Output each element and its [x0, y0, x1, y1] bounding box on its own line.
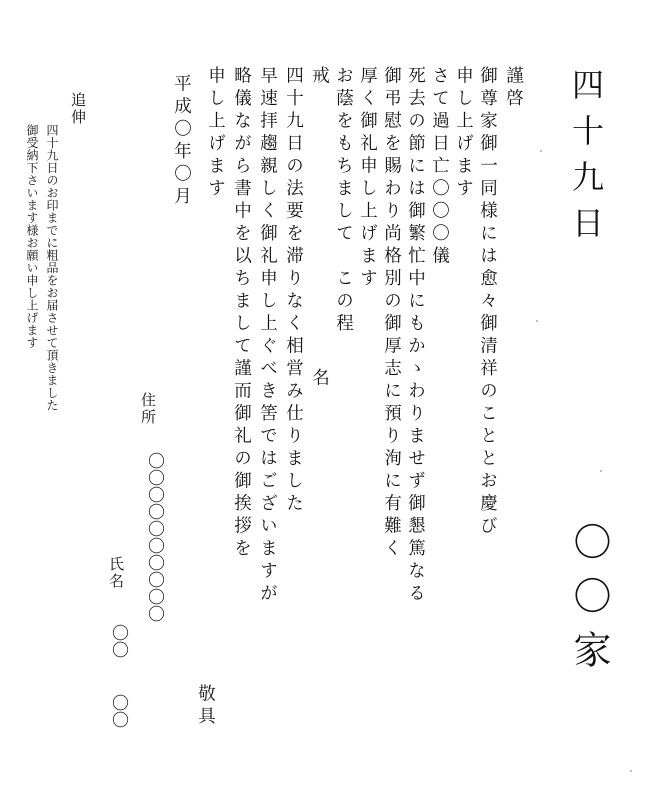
name-label: 氏名	[107, 556, 125, 590]
body-line-salutation: 謹啓	[503, 66, 524, 111]
body-line: 御尊家御一同様には愈々御清祥のこととお慶び	[477, 66, 498, 539]
postscript-title: 追伸	[69, 92, 87, 126]
date: 平成〇年〇月	[171, 74, 192, 209]
name-value-first: 〇〇	[108, 624, 128, 658]
body-line: 早速拝趨親しく御礼申し上ぐべき筈ではございますが	[257, 66, 278, 606]
body-line-kaimyo: 戒	[309, 66, 330, 89]
body-line: 申し上げます	[205, 66, 226, 201]
body-line: 四十九日の法要を滞りなく相営み仕りました	[283, 66, 304, 516]
paper-speck	[536, 320, 538, 322]
body-line: 申し上げます	[453, 66, 474, 201]
body-line: さて過日亡〇〇〇儀	[429, 66, 450, 269]
body-line: 略儀ながら書中を以ちまして謹而御礼の御挨拶を	[231, 66, 252, 561]
address-value: 〇〇〇〇〇〇〇〇〇〇	[144, 452, 164, 622]
postscript-line: 御受納下さいます様お願い申し上げます	[25, 124, 39, 349]
postscript-line: 四十九日のお印までに粗品をお届させて頂きました	[45, 124, 59, 412]
address-label: 住所	[139, 392, 157, 426]
body-line: お蔭をもちまして この程	[333, 66, 354, 336]
body-line: 御弔慰を賜わり尚格別の御厚志に預り洵に有難く	[381, 66, 402, 561]
paper-speck	[600, 470, 602, 472]
body-line: 死去の節には御繁忙中にもかゝわりませず御懇篤なる	[405, 66, 426, 606]
memorial-title: 四十九日	[567, 68, 605, 252]
body-line-name: 名	[309, 368, 330, 391]
body-line: 厚く御礼申し上げます	[357, 66, 378, 291]
paper-speck	[630, 770, 632, 772]
name-value-second: 〇〇	[108, 694, 128, 728]
paper-speck	[540, 150, 542, 152]
family-name: 〇〇家	[567, 522, 611, 684]
closing-keigu: 敬具	[195, 684, 216, 729]
